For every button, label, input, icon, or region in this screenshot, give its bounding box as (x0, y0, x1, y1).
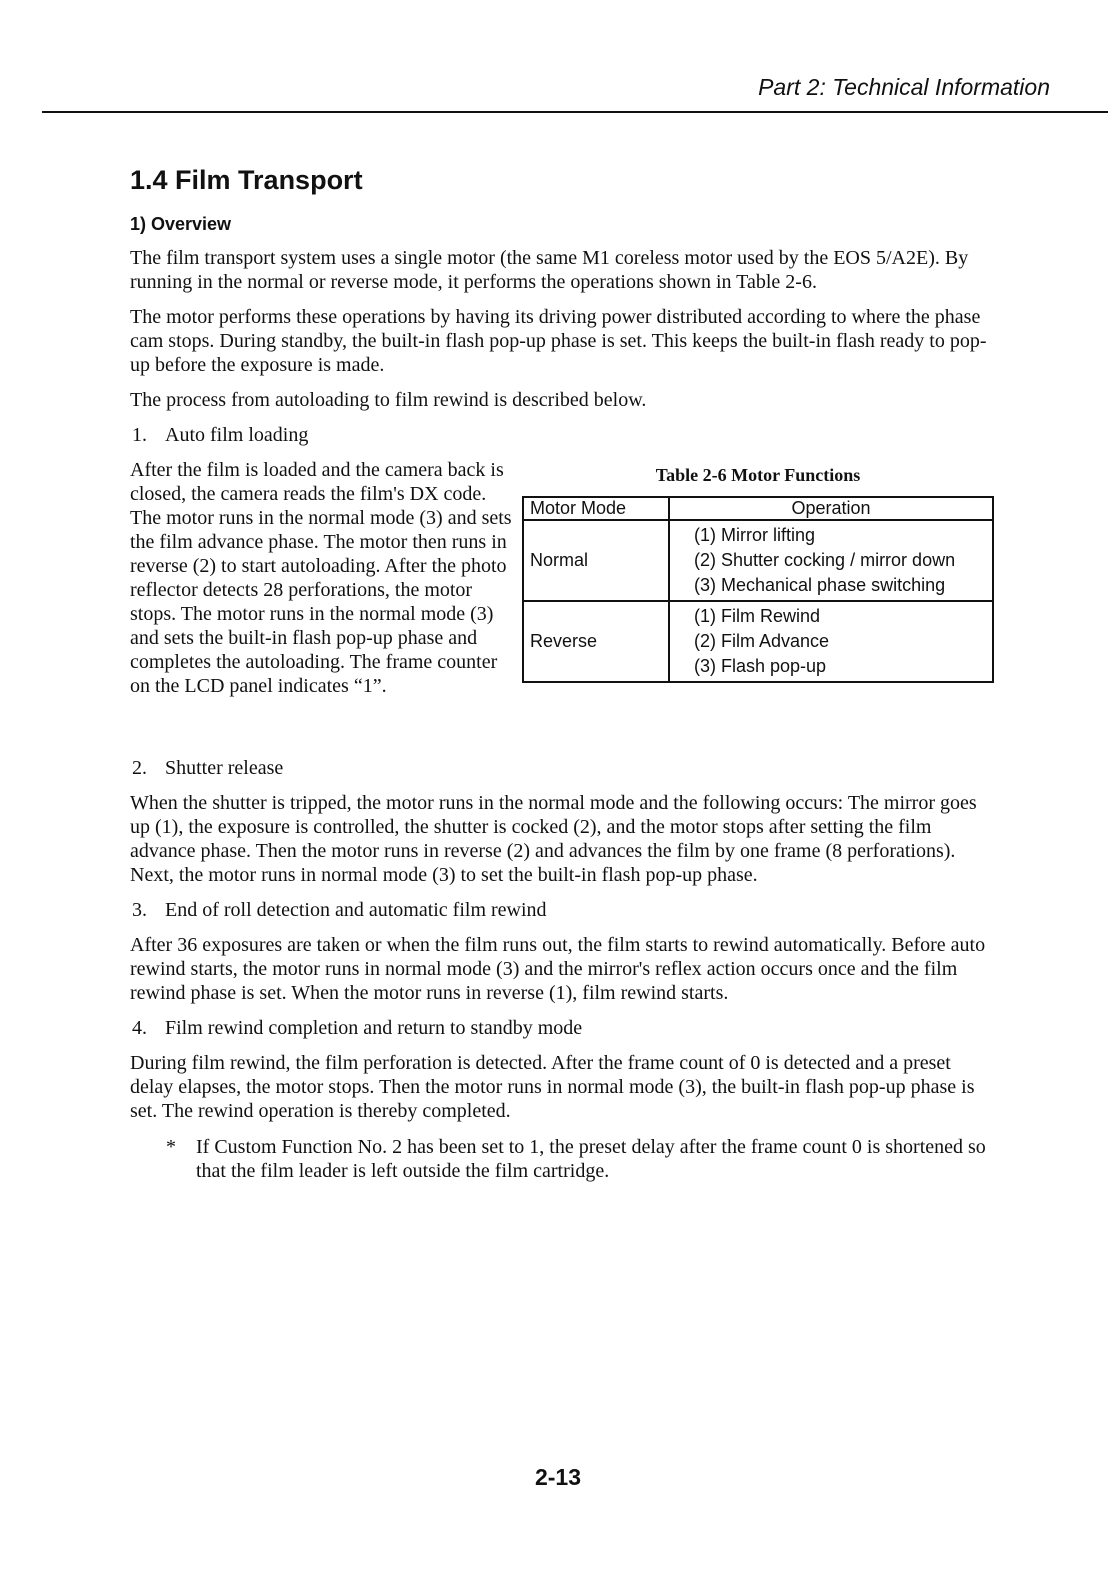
subsection-title: 1) Overview (130, 214, 232, 234)
section-title: 1.4 Film Transport (130, 165, 363, 195)
item-body-4: During film rewind, the film perforation is detected. After the frame count of 0 is detected and a preset delay elapses, the motor stops. Then the motor runs in normal mode (3), the built-in flash pop-up phase is set. The rewind operation is thereby completed. (130, 1052, 975, 1122)
item-title: End of roll detection and automatic film rewind (165, 899, 547, 921)
column-header-motor-mode: Motor Mode (523, 497, 669, 520)
operation-item: (2) Shutter cocking / mirror down (694, 550, 956, 570)
item-heading-2 (130, 756, 992, 780)
paragraph-phase-cam: The motor performs these operations by having its driving power distributed according to where the phase cam stops. During standby, the built-in flash pop-up phase is set. This keeps the built-in flash ready to pop-up before the exposure is made. (130, 306, 987, 376)
running-head: Part 2: Technical Information (758, 74, 1050, 100)
autoload-text (130, 458, 520, 698)
item-number: 4. (132, 1017, 147, 1039)
column-header-operation: Operation (669, 497, 993, 520)
item-body-2: When the shutter is tripped, the motor runs in the normal mode and the following occurs: The mirror goes up (1), the exposure is controlled, the shutter is cocked (2), and the motor stops after setting the film advance phase. Then the motor runs in reverse (2) and advances the film by one frame (8 perforations). Next, the motor runs in normal mode (3) to set the built-in flash pop-up phase. (130, 792, 977, 886)
table-header-row (523, 497, 993, 520)
note-marker: * (166, 1136, 176, 1158)
table-cell-mode: Reverse (523, 601, 669, 682)
item-number: 3. (132, 899, 147, 921)
operation-item: (3) Flash pop-up (694, 656, 827, 676)
operation-item: (1) Film Rewind (694, 606, 821, 626)
item-title: Shutter release (165, 757, 284, 779)
header-rule (42, 111, 1108, 113)
item-body-1: After the film is loaded and the camera back is closed, the camera reads the film's DX code. The motor runs in the normal mode (3) and sets the film advance phase. The motor then runs in reverse (2) to start autoloading. After the photo reflector detects 28 perforations, the motor stops. The motor runs in the normal mode (3) and sets the built-in flash pop-up phase and completes the autoloading. The frame counter on the LCD panel indicates “1”. (130, 459, 512, 697)
item-heading-4 (130, 1016, 992, 1040)
item-heading-3 (130, 898, 992, 922)
item-title: Film rewind completion and return to standby mode (165, 1017, 583, 1039)
motor-functions-table (522, 496, 994, 683)
page-content (130, 162, 992, 1183)
motor-functions-table-block (522, 464, 994, 683)
paragraph-intro: The film transport system uses a single motor (the same M1 coreless motor used by the EOS 5/A2E). By running in the normal or reverse mode, it performs the operations shown in Table 2-6. (130, 247, 969, 293)
item-heading-1 (130, 423, 992, 447)
item-title: Auto film loading (165, 424, 309, 446)
paragraph-process: The process from autoloading to film rewind is described below. (130, 389, 647, 411)
item-number: 1. (132, 424, 147, 446)
custom-function-note (130, 1135, 992, 1183)
table-caption: Table 2-6 Motor Functions (655, 465, 861, 485)
operation-item: (3) Mechanical phase switching (694, 575, 946, 595)
autoload-section (130, 458, 992, 746)
item-number: 2. (132, 757, 147, 779)
table-cell-mode: Normal (523, 520, 669, 601)
note-text: If Custom Function No. 2 has been set to 1, the preset delay after the frame count 0 is shortened so that the film leader is left outside the film cartridge. (196, 1136, 986, 1182)
table-cell-operations (669, 601, 993, 682)
table-row-reverse (523, 601, 993, 682)
item-body-3: After 36 exposures are taken or when the film runs out, the film starts to rewind automatically. Before auto rewind starts, the motor runs in normal mode (3) and the mirror's reflex action occurs once and the film rewind phase is set. When the motor runs in reverse (1), film rewind starts. (130, 934, 986, 1004)
table-row-normal (523, 520, 993, 601)
table-cell-operations (669, 520, 993, 601)
operation-item: (1) Mirror lifting (694, 525, 816, 545)
operation-item: (2) Film Advance (694, 631, 830, 651)
page-number: 2-13 (534, 1464, 582, 1490)
